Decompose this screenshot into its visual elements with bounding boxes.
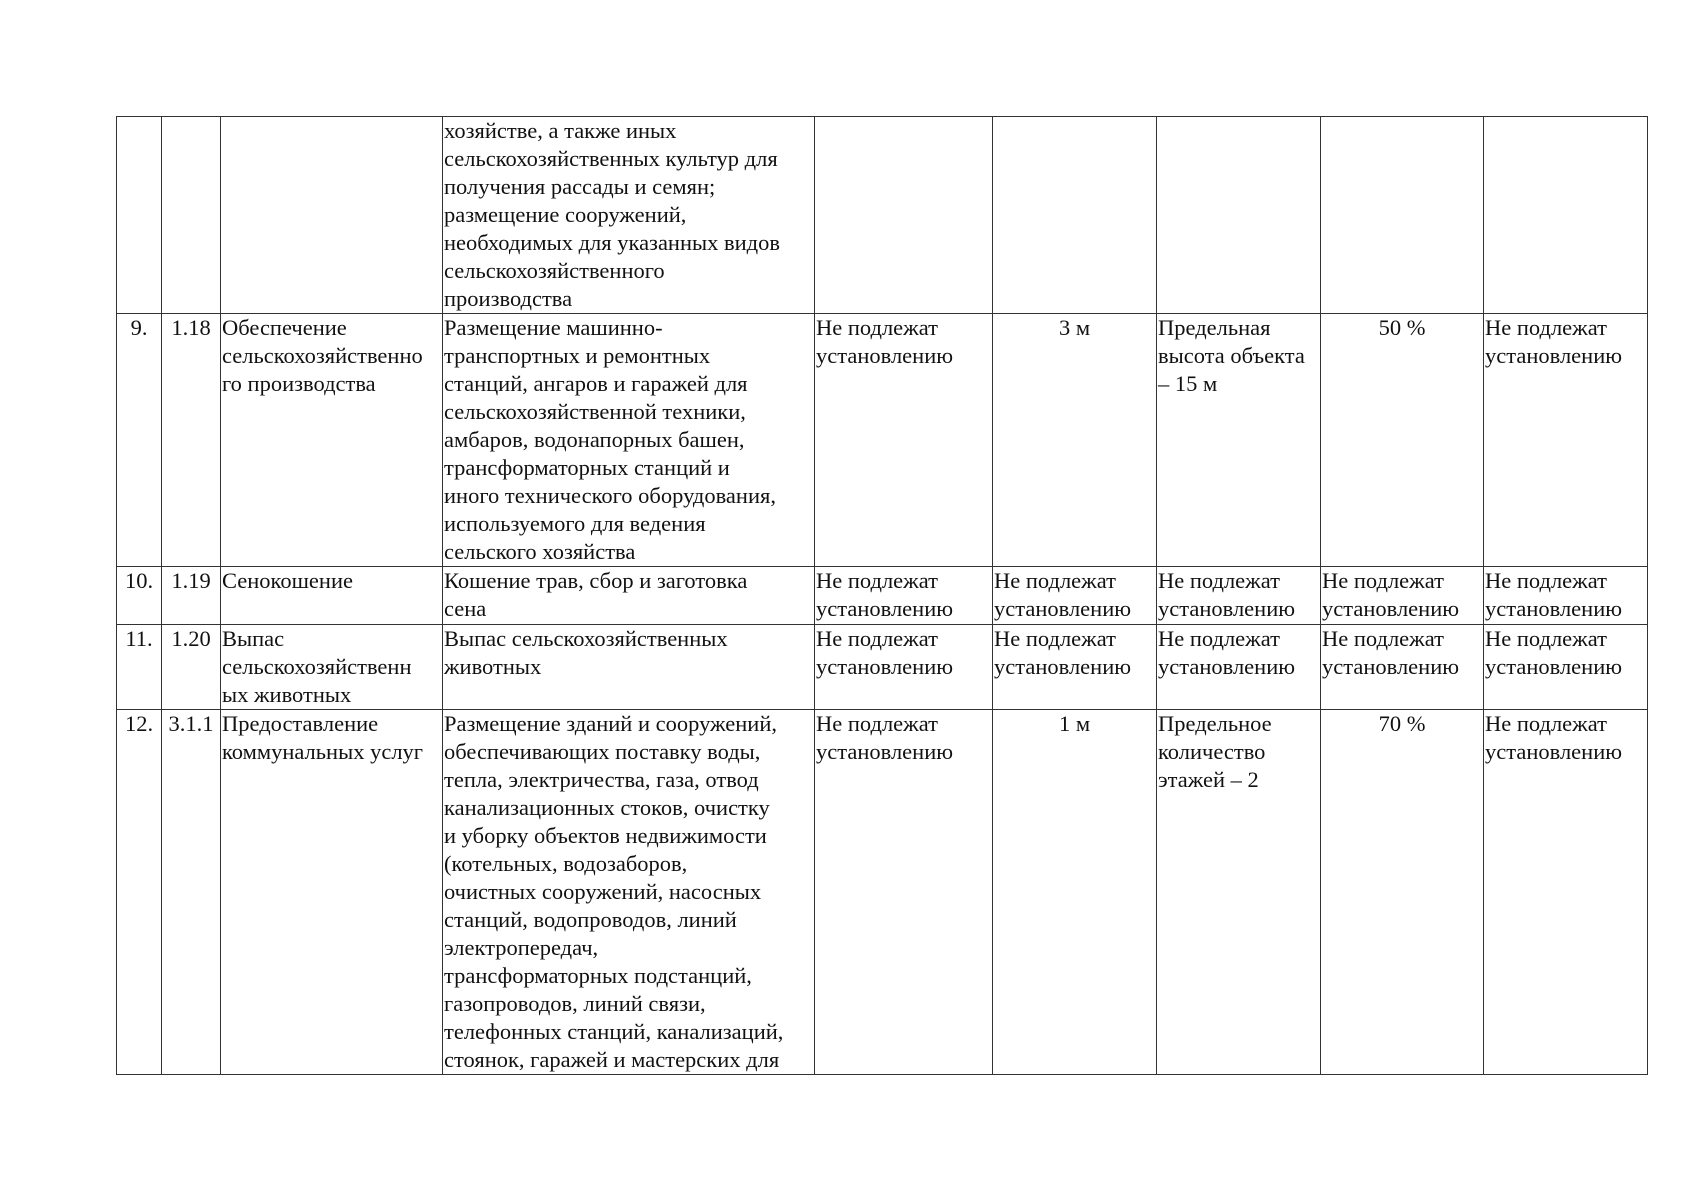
use-description-cell: хозяйстве, а также иных сельскохозяйственных культур для получения рассады и семян; размещение сооружений, необходимых для указанных видов сельскохозяйственного производства [443,117,815,314]
parameter-cell: Не подлежат установлению [1157,625,1321,710]
use-code-cell [162,117,221,314]
parameter-cell [1484,117,1648,314]
parameter-cell: Не подлежат установлению [1484,710,1648,1075]
parameter-cell: Предельная высота объекта – 15 м [1157,314,1321,567]
parameter-cell [993,117,1157,314]
row-number-cell: 11. [117,625,162,710]
parameter-cell: Не подлежат установлению [1157,567,1321,625]
parameter-cell: 50 % [1321,314,1484,567]
parameter-cell: 1 м [993,710,1157,1075]
row-number-cell: 10. [117,567,162,625]
row-number-cell [117,117,162,314]
parameter-cell: 3 м [993,314,1157,567]
table-row [117,710,1648,1075]
parameter-cell [1157,117,1321,314]
use-name-cell: Выпас сельскохозяйственн ых животных [221,625,443,710]
parameter-cell: Не подлежат установлению [1321,625,1484,710]
table-row [117,117,1648,314]
regulations-table [116,116,1648,1075]
parameter-cell: Не подлежат установлению [815,710,993,1075]
parameter-cell: Не подлежат установлению [1321,567,1484,625]
use-description-cell: Выпас сельскохозяйственных животных [443,625,815,710]
table-row [117,625,1648,710]
use-name-cell [221,117,443,314]
use-name-cell: Обеспечение сельскохозяйственно го производства [221,314,443,567]
parameter-cell: Не подлежат установлению [815,567,993,625]
parameter-cell: Не подлежат установлению [1484,314,1648,567]
document-page [116,116,1647,1070]
use-code-cell: 3.1.1 [162,710,221,1075]
parameter-cell: Не подлежат установлению [993,567,1157,625]
table-row [117,314,1648,567]
parameter-cell: 70 % [1321,710,1484,1075]
row-number-cell: 12. [117,710,162,1075]
parameter-cell [1321,117,1484,314]
parameter-cell: Не подлежат установлению [993,625,1157,710]
use-code-cell: 1.19 [162,567,221,625]
parameter-cell: Предельное количество этажей – 2 [1157,710,1321,1075]
row-number-cell: 9. [117,314,162,567]
use-code-cell: 1.20 [162,625,221,710]
parameter-cell: Не подлежат установлению [1484,625,1648,710]
use-name-cell: Предоставление коммунальных услуг [221,710,443,1075]
parameter-cell [815,117,993,314]
use-description-cell: Размещение машинно- транспортных и ремонтных станций, ангаров и гаражей для сельскохозяйственной техники, амбаров, водонапорных башен, трансформаторных станций и иного технического оборудования, используемого для ведения сельского хозяйства [443,314,815,567]
parameter-cell: Не подлежат установлению [1484,567,1648,625]
parameter-cell: Не подлежат установлению [815,625,993,710]
table-row [117,567,1648,625]
use-name-cell: Сенокошение [221,567,443,625]
use-description-cell: Размещение зданий и сооружений, обеспечивающих поставку воды, тепла, электричества, газа, отвод канализационных стоков, очистку и уборку объектов недвижимости (котельных, водозаборов, очистных сооружений, насосных станций, водопроводов, линий электропередач, трансформаторных подстанций, газопроводов, линий связи, телефонных станций, канализаций, стоянок, гаражей и мастерских для [443,710,815,1075]
use-description-cell: Кошение трав, сбор и заготовка сена [443,567,815,625]
use-code-cell: 1.18 [162,314,221,567]
parameter-cell: Не подлежат установлению [815,314,993,567]
